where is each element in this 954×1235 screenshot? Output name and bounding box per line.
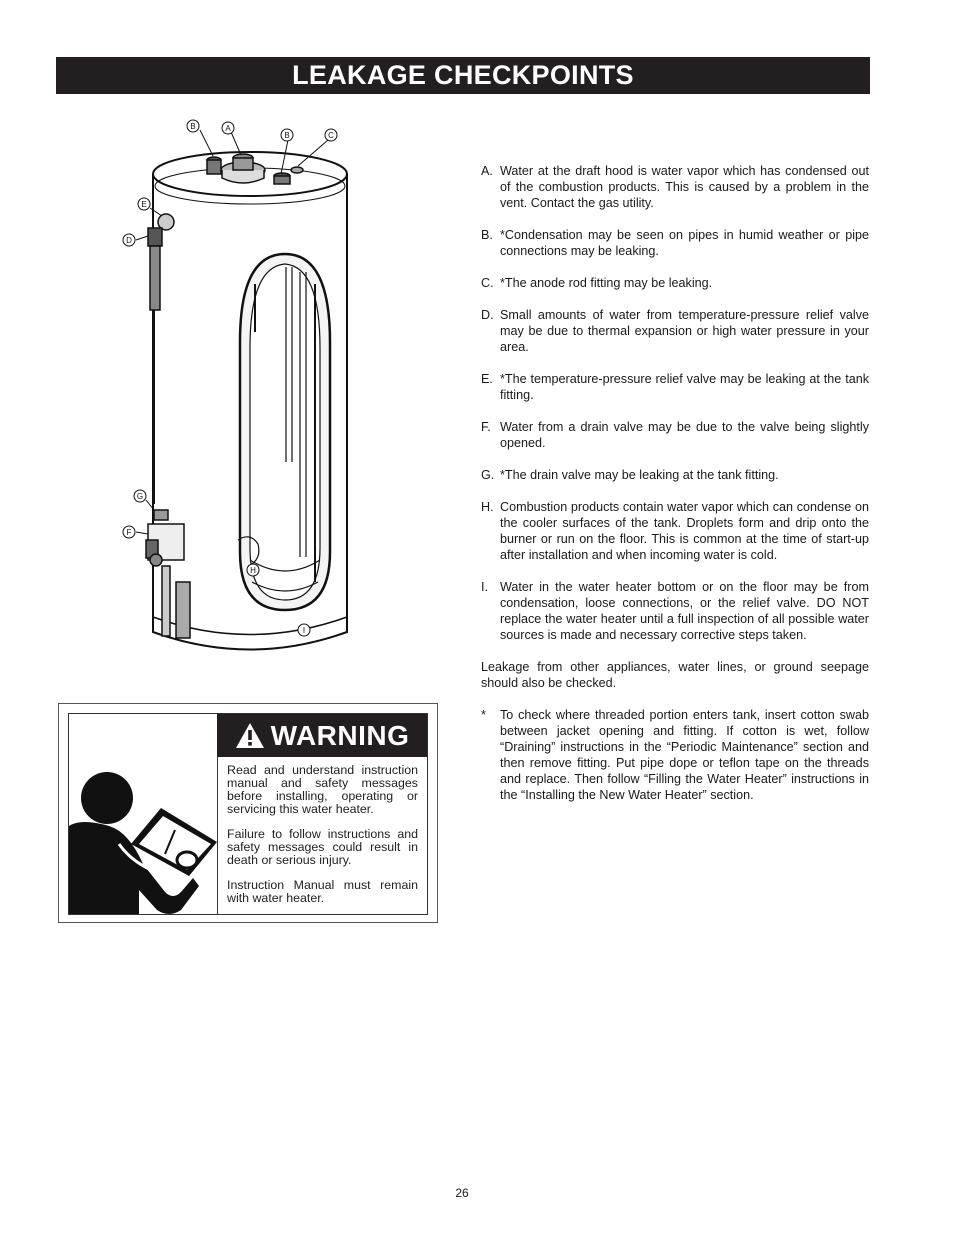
callout-f	[123, 526, 135, 538]
svg-text:I: I	[302, 626, 306, 635]
note-i: I. Water in the water heater bottom or on the floor may be from condensation, loose connections, or the relief valve. DO NOT replace the water heater until a full inspection of all possible water sources is made and necessary corrective steps taken.	[481, 580, 869, 642]
svg-text:C: C	[328, 131, 334, 140]
leakage-notes	[481, 163, 869, 819]
svg-text:G: G	[136, 492, 144, 501]
warning-header	[217, 714, 427, 757]
callout-a	[222, 122, 234, 134]
water-heater-diagram	[110, 112, 370, 672]
warning-heading: WARNING	[270, 719, 410, 751]
note-c: C. *The anode rod fitting may be leaking.	[481, 276, 713, 290]
note-e: E. *The temperature-pressure relief valve may be leaking at the tank fitting.	[481, 372, 869, 402]
callout-g	[134, 490, 146, 502]
title-bar	[56, 57, 870, 94]
note-a: A. Water at the draft hood is water vapor which has condensed out of the combustion products. This is caused by a problem in the vent. Contact the gas utility.	[481, 164, 869, 210]
warning-message-3: Instruction Manual must remain with water heater.	[227, 878, 418, 905]
other-leakage-paragraph: Leakage from other appliances, water lines, or ground seepage should also be checked.	[481, 660, 869, 690]
note-g: G. *The drain valve may be leaking at the tank fitting.	[481, 468, 779, 482]
alert-triangle-icon	[235, 722, 265, 749]
note-d: D. Small amounts of water from temperature-pressure relief valve may be due to thermal expansion or high water pressure in your area.	[481, 308, 869, 354]
warning-message-1: Read and understand instruction manual and safety messages before installing, operating or servicing this water heater.	[227, 763, 418, 816]
warning-messages	[217, 757, 427, 905]
person-reading-manual-icon	[69, 714, 218, 914]
callout-i	[298, 624, 310, 636]
page-number: 26	[455, 1186, 469, 1200]
svg-text:B: B	[284, 131, 290, 140]
callout-e	[138, 198, 150, 210]
svg-text:E: E	[141, 200, 147, 209]
note-f: F. Water from a drain valve may be due to the valve being slightly opened.	[481, 420, 869, 450]
callout-d	[123, 234, 135, 246]
note-b: B. *Condensation may be seen on pipes in humid weather or pipe connections may be leaking.	[481, 228, 869, 258]
footnote: * To check where threaded portion enters tank, insert cotton swab between jacket opening and fitting. If cotton is wet, follow “Draining” instructions in the “Periodic Maintenance” section and then remove fitting. Put pipe dope or teflon tape on the threads and replace. Then follow “Filling the Water Heater” instructions in the “Installing the New Water Heater” section.	[481, 708, 869, 802]
callout-b-right	[281, 129, 293, 141]
svg-text:D: D	[126, 236, 132, 245]
page-title: LEAKAGE CHECKPOINTS	[292, 60, 634, 90]
svg-text:H: H	[250, 566, 256, 575]
svg-text:B: B	[190, 122, 196, 131]
callout-b-left	[187, 120, 199, 132]
warning-label	[58, 703, 438, 923]
callout-c	[325, 129, 337, 141]
warning-panel	[217, 714, 427, 914]
svg-text:F: F	[126, 528, 132, 537]
warning-message-2: Failure to follow instructions and safety messages could result in death or serious injury.	[227, 827, 418, 867]
callout-h	[247, 564, 259, 576]
note-h: H. Combustion products contain water vapor which can condense on the cooler surfaces of the tank. Droplets form and drip onto the burner or run on the floor. This is common at the time of start-up after installation and when incoming water is cold.	[481, 500, 869, 562]
svg-text:A: A	[225, 124, 231, 133]
warning-label-inner	[68, 713, 428, 915]
